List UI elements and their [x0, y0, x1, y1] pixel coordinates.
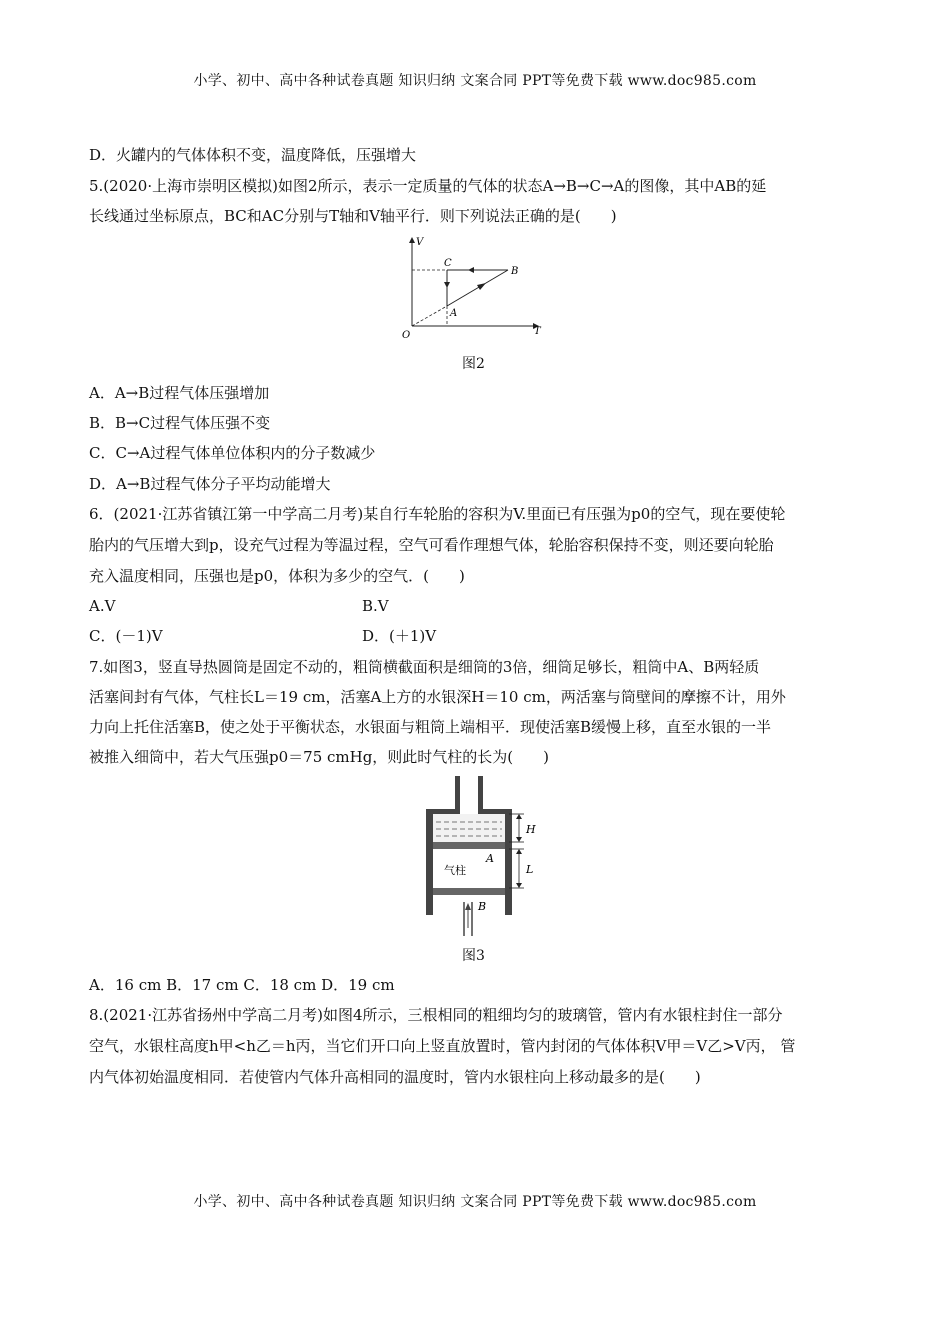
figure-2-caption: 图2	[462, 356, 485, 372]
q6-option-a: A.V	[89, 597, 116, 615]
label-v-axis: V	[416, 237, 424, 248]
q6-stem-line2: 胎内的气压增大到p，设充气过程为等温过程，空气可看作理想气体，轮胎容积保持不变，则还要向轮胎	[89, 536, 774, 554]
arrow-ab	[477, 283, 486, 290]
label-point-a: A	[450, 308, 458, 319]
q6-option-c: C．(－1)V	[89, 627, 163, 645]
q5-stem-line2: 长线通过坐标原点，BC和AC分别与T轴和V轴平行．则下列说法正确的是( )	[89, 207, 617, 225]
label-h: H	[526, 823, 536, 836]
piston-b	[433, 888, 505, 895]
label-origin: O	[402, 330, 411, 341]
piston-a	[433, 842, 505, 849]
label-l: L	[526, 863, 534, 876]
q4-option-d: D．火罐内的气体体积不变，温度降低，压强增大	[89, 146, 417, 164]
q6-stem-line3: 充入温度相同，压强也是p0，体积为多少的空气．( )	[89, 567, 465, 585]
q5-option-d: D．A→B过程气体分子平均动能增大	[89, 475, 331, 493]
q7-options: A．16 cm B．17 cm C．18 cm D．19 cm	[89, 976, 395, 994]
q5-stem-line1: 5.(2020·上海市崇明区模拟)如图2所示，表示一定质量的气体的状态A→B→C→A的图像，其中AB的延	[89, 177, 767, 195]
mercury-column	[433, 814, 505, 842]
arrow-bc	[468, 267, 474, 273]
thick-tube-right-wall	[505, 809, 512, 915]
q5-option-c: C．C→A过程气体单位体积内的分子数减少	[89, 444, 376, 462]
q8-stem-line2: 空气，水银柱高度h甲<h乙＝h丙，当它们开口向上竖直放置时，管内封闭的气体体积V甲＝V乙>V丙， 管	[89, 1037, 796, 1055]
q7-stem-line2: 活塞间封有气体，气柱长L＝19 cm，活塞A上方的水银深H＝10 cm，两活塞与筒壁间的摩擦不计，用外	[89, 688, 786, 706]
q7-stem-line1: 7.如图3，竖直导热圆筒是固定不动的，粗筒横截面积是细筒的3倍，细筒足够长，粗筒中A、B两轻质	[89, 658, 760, 676]
q7-stem-line3: 力向上托住活塞B，使之处于平衡状态，水银面与粗筒上端相平．现使活塞B缓慢上移，直至水银的一半	[89, 718, 772, 736]
label-point-b: B	[511, 266, 519, 277]
thin-tube-right-wall	[478, 776, 483, 814]
q6-option-b: B.V	[362, 597, 389, 615]
ab-extension-dashed	[412, 306, 447, 326]
figure-2-vt-graph	[400, 234, 550, 344]
figure-3-caption: 图3	[462, 948, 485, 964]
q8-stem-line3: 内气体初始温度相同．若使管内气体升高相同的温度时，管内水银柱向上移动最多的是( )	[89, 1068, 701, 1086]
q5-option-b: B．B→C过程气体压强不变	[89, 414, 271, 432]
segment-ab	[447, 270, 508, 306]
page-header: 小学、初中、高中各种试卷真题 知识归纳 文案合同 PPT等免费下载 www.doc985.com	[193, 73, 757, 89]
label-piston-a: A	[486, 852, 494, 865]
label-t-axis: T	[534, 326, 541, 337]
q5-option-a: A．A→B过程气体压强增加	[89, 384, 270, 402]
page-footer: 小学、初中、高中各种试卷真题 知识归纳 文案合同 PPT等免费下载 www.doc985.com	[193, 1194, 757, 1210]
q6-option-d: D．(＋1)V	[362, 627, 437, 645]
q6-stem-line1: 6．(2021·江苏省镇江第一中学高二月考)某自行车轮胎的容积为V.里面已有压强为p0的空气，现在要使轮	[89, 505, 786, 523]
label-gas-column: 气柱	[444, 864, 466, 877]
thin-tube-left-wall	[455, 776, 460, 814]
q8-stem-line1: 8.(2021·江苏省扬州中学高二月考)如图4所示，三根相同的粗细均匀的玻璃管，管内有水银柱封住一部分	[89, 1006, 783, 1024]
label-point-c: C	[444, 258, 452, 269]
push-arrow	[465, 903, 471, 910]
thick-tube-left-wall	[426, 809, 433, 915]
q7-stem-line4: 被推入细筒中，若大气压强p0＝75 cmHg，则此时气柱的长为( )	[89, 748, 550, 766]
label-piston-b: B	[478, 900, 487, 913]
arrow-ca	[444, 282, 450, 288]
figure-3-cylinder	[410, 776, 550, 938]
